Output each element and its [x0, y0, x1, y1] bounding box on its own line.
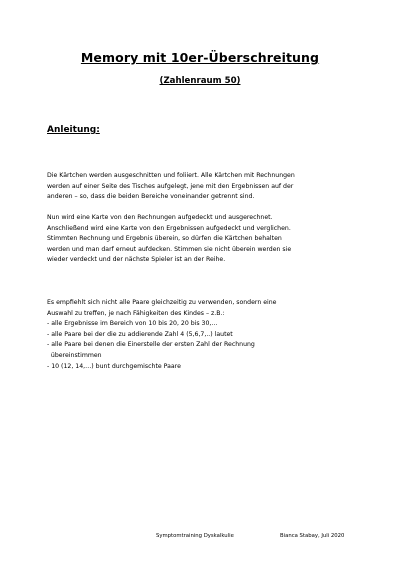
list-item: - alle Ergebnisse im Bereich von 10 bis 20, 20 bis 30,…: [47, 320, 218, 328]
text-line: Stimmten Rechnung und Ergebnis überein, so dürfen die Kärtchen behalten: [47, 235, 282, 243]
page-title: Memory mit 10er-Überschreitung: [80, 50, 320, 65]
list-item: - alle Paare bei der die zu addierende Zahl 4 (5,6,7,..) lautet: [47, 330, 233, 338]
text-line: anderen – so, dass die beiden Bereiche voneinander getrennt sind.: [47, 193, 255, 201]
instructions-paragraph-1: [47, 171, 367, 203]
text-line: werden und man darf erneut aufdecken. Stimmen sie nicht überein werden sie: [47, 245, 292, 253]
text-line: Die Kärtchen werden ausgeschnitten und foliiert. Alle Kärtchen mit Rechnungen: [47, 172, 295, 179]
text-line: Nun wird eine Karte von den Rechnungen aufgedeckt und ausgerechnet.: [47, 214, 273, 221]
instructions-paragraph-2: [47, 213, 367, 266]
page-subtitle: (Zahlenraum 50): [159, 76, 241, 86]
text-line: Auswahl zu treffen, je nach Fähigkeiten des Kindes – z.B.:: [47, 309, 225, 317]
footer-right: Bianca Stabay, Juli 2020: [280, 533, 345, 539]
text-line: wieder verdeckt und der nächste Spieler ist an der Reihe.: [47, 256, 226, 264]
section-heading: Anleitung:: [47, 125, 100, 135]
list-item-continuation: übereinstimmen: [47, 351, 102, 359]
footer-left: Symptomtraining Dyskalkulie: [156, 533, 234, 539]
instructions-paragraph-3: [47, 298, 367, 372]
text-line: Anschließend wird eine Karte von den Ergebnissen aufgedeckt und verglichen.: [47, 224, 291, 232]
list-item: - alle Paare bei denen die Einerstelle der ersten Zahl der Rechnung: [47, 341, 255, 349]
text-line: werden auf einer Seite des Tisches aufgelegt, jene mit den Ergebnissen auf der: [47, 182, 294, 190]
text-line: Es empfiehlt sich nicht alle Paare gleichzeitig zu verwenden, sondern eine: [47, 299, 277, 306]
list-item: - 10 (12, 14,…) bunt durchgemischte Paare: [47, 362, 181, 370]
